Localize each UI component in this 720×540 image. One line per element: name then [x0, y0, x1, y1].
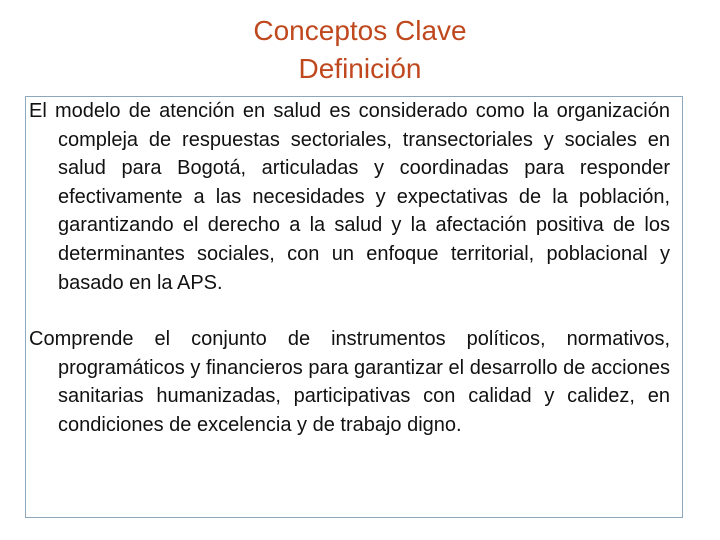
title-line-2: Definición [298, 53, 422, 84]
content-text-box [25, 96, 683, 518]
paragraph-definition: El modelo de atención en salud es considerado como la organización compleja de respuestas sectoriales, transectoriales y sociales en salud para Bogotá, articuladas y coordinadas para responder efectivamente a las necesidades y expectativas de la población, garantizando el derecho a la salud y la afectación positiva de los determinantes sociales, con un enfoque territorial, poblacional y basado en la APS. [29, 100, 670, 294]
paragraph-scope: Comprende el conjunto de instrumentos políticos, normativos, programáticos y financieros para garantizar el desarrollo de acciones sanitarias humanizadas, participativas con calidad y calidez, en condiciones de excelencia y de trabajo digno. [29, 328, 670, 436]
title-line-1: Conceptos Clave [253, 15, 467, 46]
slide-title [0, 12, 720, 88]
